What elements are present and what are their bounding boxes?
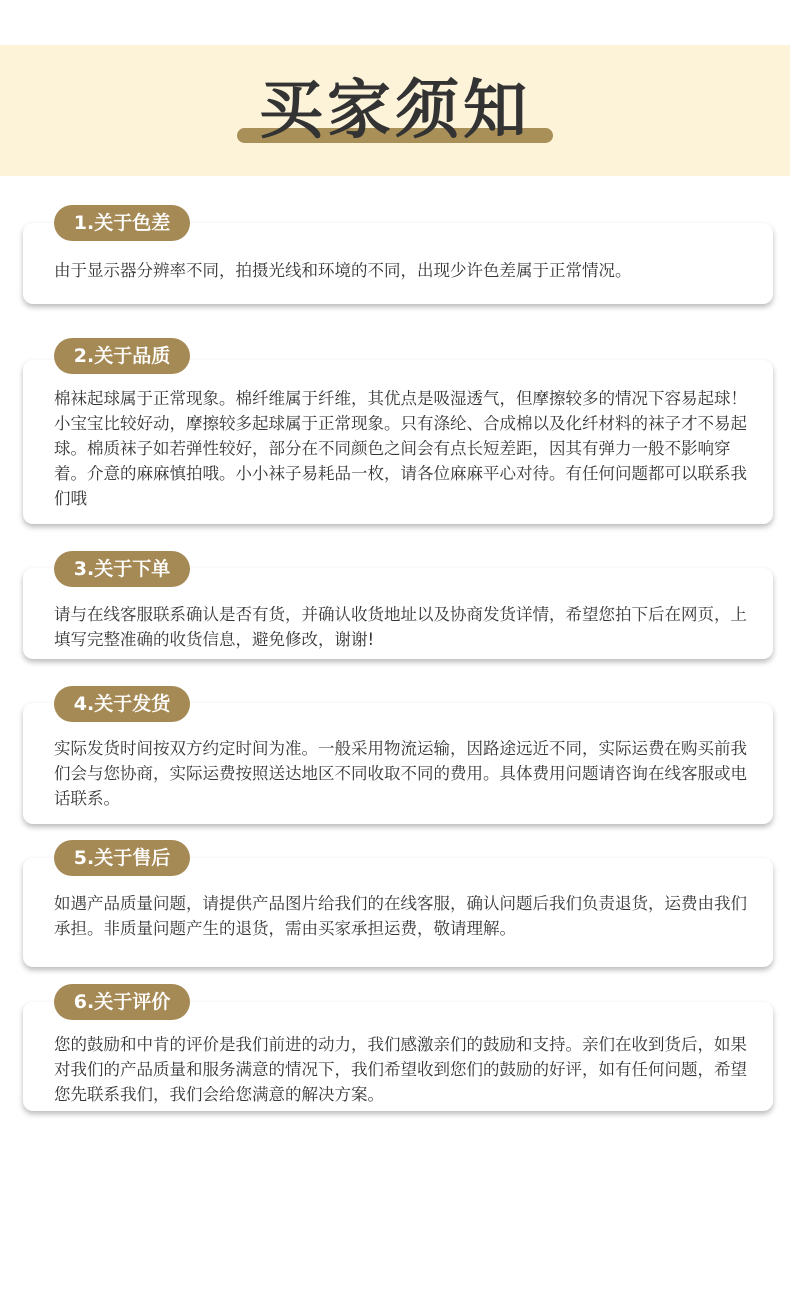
notice-section-color-difference xyxy=(23,205,773,304)
notice-section-reviews xyxy=(23,984,773,1111)
notice-body: 由于显示器分辨率不同，拍摄光线和环境的不同，出现少许色差属于正常情况。 xyxy=(54,261,632,280)
notice-body: 实际发货时间按双方约定时间为准。一般采用物流运输，因路途远近不同，实际运费在购买前我们会与您协商，实际运费按照送达地区不同收取不同的费用。具体费用问题请咨询在线客服或电话联系。 xyxy=(54,739,747,808)
notice-card xyxy=(23,360,773,524)
notice-body: 如遇产品质量问题，请提供产品图片给我们的在线客服，确认问题后我们负责退货，运费由我们承担。非质量问题产生的退货，需由买家承担运费，敬请理解。 xyxy=(54,894,747,938)
notice-section-quality xyxy=(23,338,773,524)
notice-title-badge: 6.关于评价 xyxy=(54,984,190,1020)
notice-title-badge: 3.关于下单 xyxy=(54,551,190,587)
page-title: 买家须知 xyxy=(259,74,531,148)
notice-body: 您的鼓励和中肯的评价是我们前进的动力，我们感激亲们的鼓励和支持。亲们在收到货后，如果对我们的产品质量和服务满意的情况下，我们希望收到您们的鼓励的好评，如有任何问题，希望您先联系我们，我们会给您满意的解决方案。 xyxy=(54,1035,747,1104)
notice-body: 棉袜起球属于正常现象。棉纤维属于纤维，其优点是吸湿透气，但摩擦较多的情况下容易起球！小宝宝比较好动，摩擦较多起球属于正常现象。只有涤纶、合成棉以及化纤材料的袜子才不易起球。棉质袜子如若弹性较好，部分在不同颜色之间会有点长短差距，因其有弹力一般不影响穿着。介意的麻麻慎拍哦。小小袜子易耗品一枚，请各位麻麻平心对待。有任何问题都可以联系我们哦 xyxy=(54,389,747,508)
notice-section-after-sales xyxy=(23,840,773,967)
notice-title-badge: 2.关于品质 xyxy=(54,338,190,374)
notice-title-badge: 4.关于发货 xyxy=(54,686,190,722)
notice-body: 请与在线客服联系确认是否有货，并确认收货地址以及协商发货详情，希望您拍下后在网页，上填写完整准确的收货信息，避免修改，谢谢! xyxy=(54,605,747,649)
notice-title-badge: 1.关于色差 xyxy=(54,205,190,241)
notice-section-shipping xyxy=(23,686,773,824)
notice-title-badge: 5.关于售后 xyxy=(54,840,190,876)
notice-section-ordering xyxy=(23,551,773,659)
